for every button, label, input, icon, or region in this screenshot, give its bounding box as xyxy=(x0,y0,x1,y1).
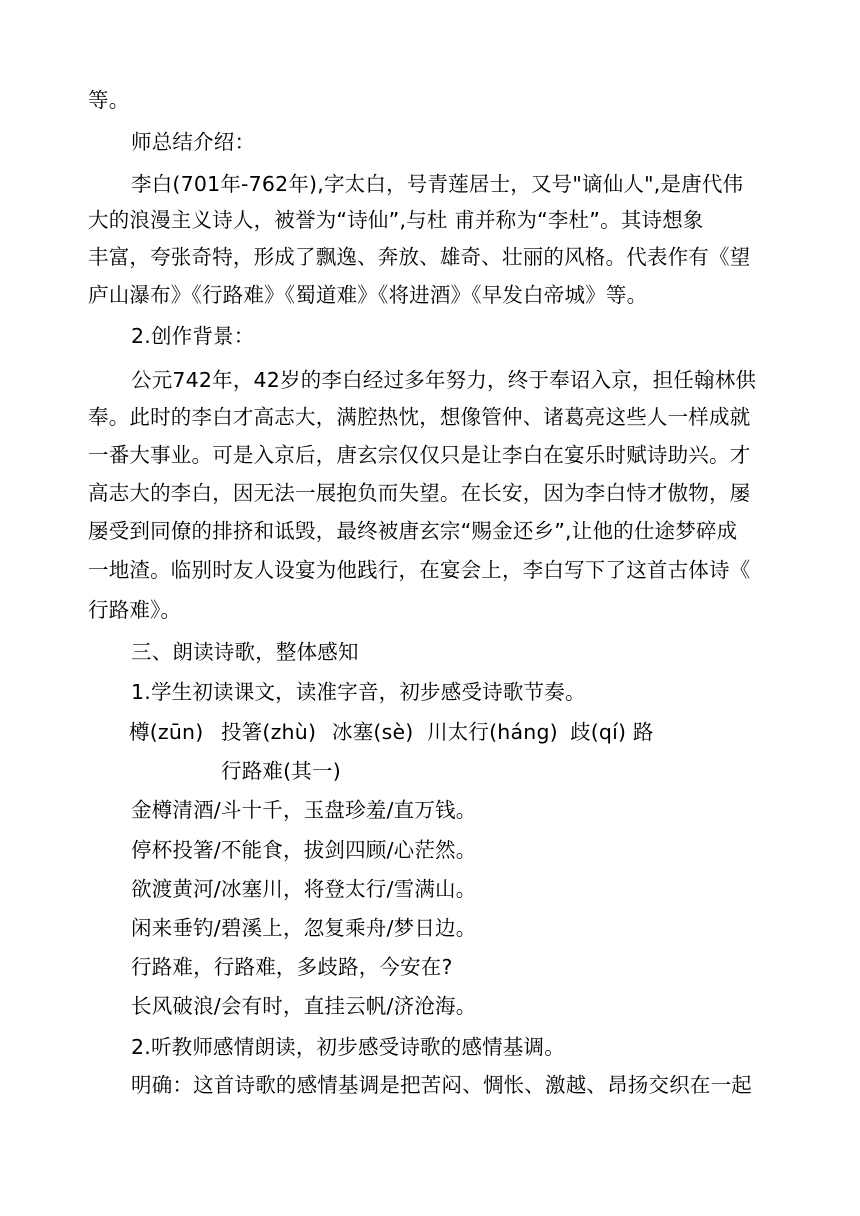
pinyin-item: 樽(zūn) xyxy=(129,720,204,744)
text-line: 师总结介绍： xyxy=(131,130,256,154)
poem-line: 长风破浪/会有时，直挂云帆/济沧海。 xyxy=(131,994,477,1018)
poem-line: 金樽清酒/斗十千，玉盘珍羞/直万钱。 xyxy=(131,798,477,822)
text-line: 高志大的李白，因无法一展抱负而失望。在长安，因为李白恃才傲物，屡 xyxy=(88,481,751,505)
text-line: 公元742年，42岁的李白经过多年努力，终于奉诏入京，担任翰林供 xyxy=(131,368,757,392)
text-line: 2.创作背景： xyxy=(131,324,255,348)
text-line: 屡受到同僚的排挤和诋毁，最终被唐玄宗“赐金还乡”,让他的仕途梦碎成 xyxy=(88,519,738,543)
poem-line: 闲来垂钓/碧溪上，忽复乘舟/梦日边。 xyxy=(131,916,477,940)
text-line: 奉。此时的李白才高志大，满腔热忱，想像管仲、诸葛亮这些人一样成就 xyxy=(88,405,751,429)
pinyin-item: 投箸(zhù) xyxy=(221,720,317,744)
text-line: 李白(701年-762年),字太白，号青莲居士，又号"谪仙人",是唐代伟 xyxy=(131,172,744,196)
text-line: 一番大事业。可是入京后，唐玄宗仅仅只是让李白在宴乐时赋诗助兴。才 xyxy=(88,443,751,467)
text-line: 一地渣。临别时友人设宴为他践行，在宴会上，李白写下了这首古体诗《 xyxy=(88,558,751,582)
text-line: 明确：这首诗歌的感情基调是把苦闷、惆怅、激越、昂扬交织在一起 xyxy=(131,1073,752,1097)
poem-line: 欲渡黄河/冰塞川，将登太行/雪满山。 xyxy=(131,877,477,901)
pinyin-item: 歧(qí) 路 xyxy=(570,720,654,744)
text-line: 2.听教师感情朗读，初步感受诗歌的感情基调。 xyxy=(131,1035,565,1059)
text-line: 三、朗读诗歌，整体感知 xyxy=(131,640,359,664)
text-line: 丰富，夸张奇特，形成了飘逸、奔放、雄奇、壮丽的风格。代表作有《望 xyxy=(88,245,751,269)
text-line: 大的浪漫主义诗人，被誉为“诗仙”,与杜 甫并称为“李杜”。其诗想象 xyxy=(88,208,704,232)
text-line: 庐山瀑布》《行路难》《蜀道难》《将进酒》《早发白帝城》等。 xyxy=(88,283,648,307)
poem-title: 行路难(其一) xyxy=(221,759,341,783)
pinyin-item: 川太行(háng) xyxy=(427,720,558,744)
pinyin-row xyxy=(129,718,729,746)
text-line: 行路难》。 xyxy=(88,598,182,622)
pinyin-item: 冰塞(sè) xyxy=(332,720,414,744)
text-line: 等。 xyxy=(88,88,130,112)
text-line: 1.学生初读课文，读准字音，初步感受诗歌节奏。 xyxy=(131,680,586,704)
poem-line: 停杯投箸/不能食，拔剑四顾/心茫然。 xyxy=(131,838,477,862)
poem-line: 行路难，行路难，多歧路，今安在? xyxy=(131,955,453,979)
